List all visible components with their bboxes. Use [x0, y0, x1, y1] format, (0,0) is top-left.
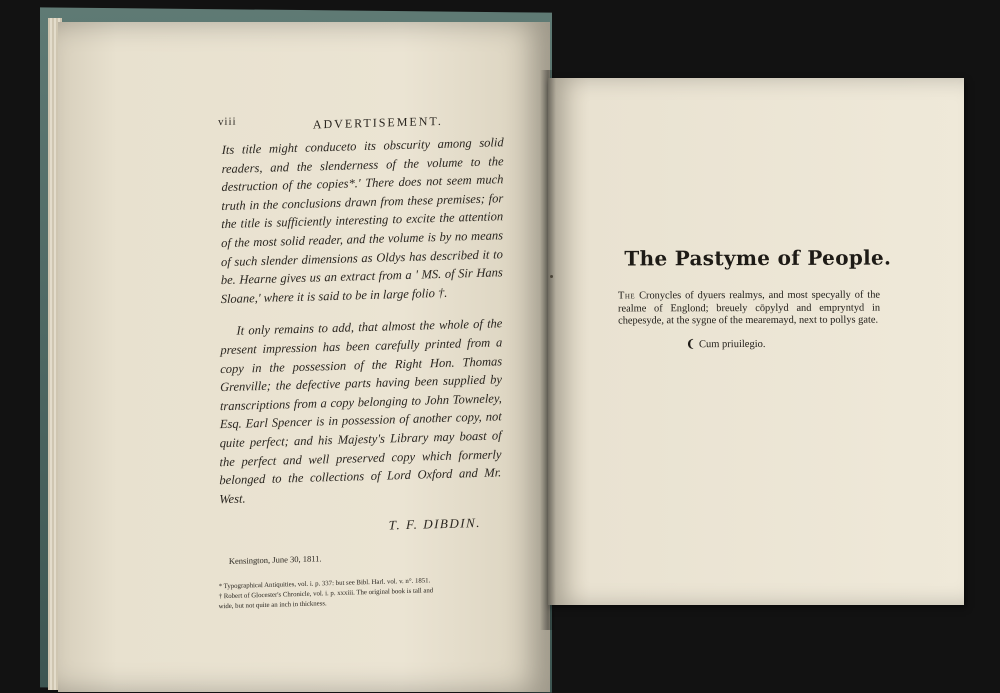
- title-block: [590, 245, 920, 350]
- gutter-mark: [550, 275, 553, 278]
- privilege-line: [686, 337, 920, 350]
- book-gutter: [540, 70, 556, 630]
- colophon-lead: The: [617, 290, 636, 302]
- book-title: The Pastyme of People.: [624, 245, 892, 271]
- signature: T. F. DIBDIN.: [388, 515, 482, 533]
- privilege-text: Cum priuilegio.: [698, 338, 766, 350]
- left-page-text: [219, 108, 504, 612]
- running-head: ADVERTISEMENT.: [312, 113, 443, 132]
- colophon-text: Cronycles of dyuers realmys, and most specyally of the realme of Englond; breuely cōpylyd and empryntyd in chepesyde, at the sygne of the mearemayd, next to pollys gate.: [618, 289, 881, 327]
- footnote-two: † Robert of Glocester's Chronicle, vol. i. p. xxxiii. The original book is tall and: [218, 587, 434, 601]
- paragraph-two: It only remains to add, that almost the whole of the present impression has been carefully printed from a copy in the possession of the Right Hon. Thomas Grenville; the defective parts having been supplied by transcriptions from a copy belonging to John Towneley, Esq. Earl Spencer is in possession of another copy, not quite perfect; and his Majesty's Library may boast of the perfect and well preserved copy which formerly belonged to the collections of Lord Oxford and Mr. West.: [219, 316, 503, 506]
- pilcrow-icon: ❨: [686, 338, 695, 351]
- folio-number: viii: [217, 115, 237, 129]
- paragraph-one: Its title might conduceto its obscurity among solid readers, and the slenderness of the volume to the destruction of the copies*.' There does not seem much truth in the conclusions drawn from these premises; for the title is sufficiently interesting to excite the attention of the most solid reader, and the volume is by no means of such slender dimensions as Oldys has described it to be. Hearne gives us an extract from a ' MS. of Sir Hans Sloane,' where it is said to be in large folio †.: [220, 135, 504, 306]
- footnote-three: wide, but not quite an inch in thickness.: [218, 600, 327, 611]
- place-date: Kensington, June 30, 1811.: [228, 553, 322, 567]
- footnote-one: * Typographical Antiquities, vol. i. p. 337: but see Bibl. Harl. vol. v. n°. 1851.: [218, 577, 431, 591]
- colophon: [618, 290, 880, 329]
